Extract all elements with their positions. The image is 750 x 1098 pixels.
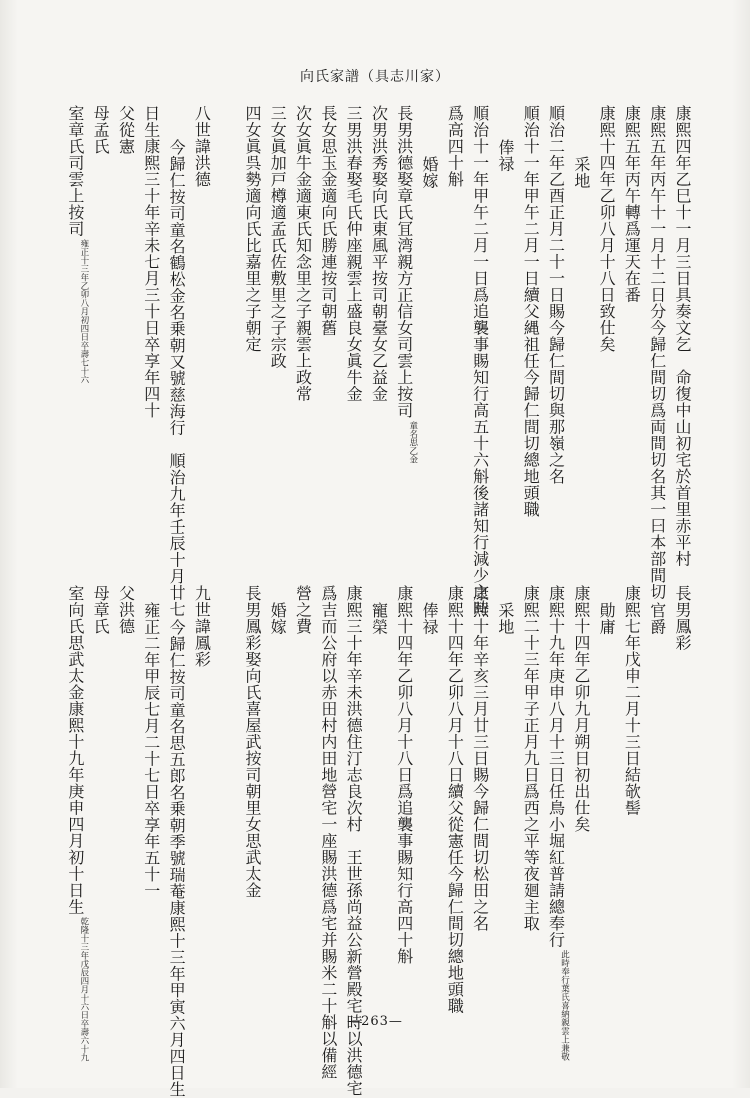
column-text: 康熙十年辛亥三月廿三日賜今歸仁間切松田之名 xyxy=(470,585,490,932)
column-text: 順治十一年甲午二月一日爲追襲事賜知行高五十六斛後諸知行減少之時 xyxy=(470,105,490,617)
interlinear-note: 此時奉行葉氏喜納親雲上兼敬 xyxy=(559,950,570,1061)
column-text: 康熙十四年乙卯八月十八日致仕矣 xyxy=(597,105,617,353)
page-header-title: 向氏家譜（具志川家） xyxy=(300,69,450,85)
lower-text-column xyxy=(189,585,214,668)
upper-text-column xyxy=(417,105,442,189)
column-text: 四女眞呉勢適向氏比嘉里之子朝定 xyxy=(242,105,262,353)
column-text: 九世諱鳳彩 xyxy=(192,585,212,668)
upper-text-column xyxy=(265,105,290,369)
lower-text-column xyxy=(265,585,290,635)
column-text: 室章氏司雲上按司 xyxy=(65,105,85,237)
lower-text-column xyxy=(88,585,113,635)
column-text: 康熙七年戊申二月十三日結欹髻 xyxy=(622,585,642,816)
interlinear-note: 童名思乙金 xyxy=(407,420,418,463)
lower-text-column xyxy=(391,585,416,965)
column-text: 婚嫁 xyxy=(268,602,288,635)
upper-text-column xyxy=(88,105,113,155)
column-text: 采地 xyxy=(571,156,591,189)
upper-text-column xyxy=(341,105,366,402)
column-text: 八世諱洪德 xyxy=(192,105,212,188)
lower-text-column xyxy=(670,585,695,651)
column-text: 長女思玉金適向氏勝連按司朝舊 xyxy=(318,105,338,336)
interlinear-note: 雍正十三年乙卯八月初四日卒壽七十六 xyxy=(78,239,89,384)
lower-text-column xyxy=(63,585,88,1062)
column-text: 康熙五年丙午轉爲運天在番 xyxy=(622,105,642,303)
column-text: 營之費 xyxy=(293,585,313,635)
column-text: 寵榮 xyxy=(369,602,389,635)
upper-text-column xyxy=(316,105,341,336)
column-text: 康熙三十年辛未洪德住汀志良次村 王世孫尚益公新營殿宅時以洪德宅 xyxy=(344,585,364,1097)
upper-text-column xyxy=(189,105,214,188)
column-text: 俸禄 xyxy=(420,602,440,635)
upper-text-column xyxy=(366,105,391,402)
column-text: 三男洪春娶毛氏仲座親雲上盛良女眞牛金 xyxy=(344,105,364,402)
upper-text-column xyxy=(493,105,518,172)
upper-text-column xyxy=(670,105,695,567)
column-text: 雍正二年甲辰七月二十七日卒享年五十一 xyxy=(141,602,161,899)
upper-text-column xyxy=(594,105,619,353)
column-text: 長男鳳彩娶向氏喜屋武按司朝里女思武太金 xyxy=(242,585,262,899)
upper-text-column xyxy=(467,105,492,617)
page-number: —263— xyxy=(347,1014,403,1029)
column-text: 康熙十九年庚申八月十三日任鳥小堀紅普請總奉行 xyxy=(546,585,566,948)
column-text: 長男洪德娶章氏冝湾親方正信女司雲上按司 xyxy=(394,105,414,419)
column-text: 父洪德 xyxy=(116,585,136,635)
upper-text-block xyxy=(63,105,695,618)
column-text: 爲吉而公府以赤田村内田地營宅一座賜洪德爲宅并賜米二十斛以備經 xyxy=(318,585,338,1080)
interlinear-note: 乾隆十三年戊辰四月十六日卒壽六十九 xyxy=(78,917,89,1062)
lower-text-column xyxy=(113,585,138,635)
upper-text-column xyxy=(240,105,265,353)
upper-text-column xyxy=(518,105,543,518)
column-text: 三女眞加戸樽適孟氏佐敷里之子宗政 xyxy=(268,105,288,369)
column-text: 母孟氏 xyxy=(91,105,111,155)
lower-text-column xyxy=(493,585,518,635)
column-text: 室向氏思武太金康熙十九年庚申四月初十日生 xyxy=(65,585,85,915)
lower-text-column xyxy=(316,585,341,1080)
column-text: 爲高四十斛 xyxy=(445,105,465,188)
upper-text-column xyxy=(290,105,315,402)
column-text: 官爵 xyxy=(647,602,667,635)
lower-text-column xyxy=(644,585,669,635)
column-text: 康熙四年乙巳十一月三日具奏文乞 命復中山初宅於首里赤平村 xyxy=(673,105,692,567)
column-text: 俸禄 xyxy=(495,139,515,172)
column-text: 長男鳳彩 xyxy=(673,585,692,651)
upper-text-column xyxy=(164,105,189,618)
lower-text-column xyxy=(442,585,467,1014)
column-text: 日生康熙三十年辛未七月三十日卒享年四十 xyxy=(141,105,161,419)
upper-text-column xyxy=(569,105,594,189)
lower-text-column xyxy=(619,585,644,816)
column-text: 父從憲 xyxy=(116,105,136,155)
lower-text-column xyxy=(138,585,163,899)
column-text: 勛庸 xyxy=(597,602,617,635)
lower-text-column xyxy=(366,585,391,635)
lower-text-column xyxy=(290,585,315,635)
upper-text-column xyxy=(138,105,163,419)
column-text: 康熙十四年乙卯八月十八日續父從憲任今歸仁間切總地頭職 xyxy=(445,585,465,1014)
upper-text-column xyxy=(63,105,88,384)
upper-text-column xyxy=(113,105,138,155)
lower-text-column xyxy=(594,585,619,635)
column-text: 順治十一年甲午二月一日續父縄祖任今歸仁間切總地頭職 xyxy=(521,105,541,518)
lower-text-column xyxy=(240,585,265,899)
column-text: 康熙十四年乙卯八月十八日爲追襲事賜知行高四十斛 xyxy=(394,585,414,965)
column-text: 母章氏 xyxy=(91,585,111,635)
lower-text-column xyxy=(543,585,568,1061)
column-text: 順治二年乙酉正月二十一日賜今歸仁間切與那嶺之名 xyxy=(546,105,566,485)
lower-text-column xyxy=(467,585,492,932)
column-text: 今歸仁按司童名鶴松金名乗朝又號慈海行 順治九年壬辰十月廿七 xyxy=(167,139,187,618)
column-text: 次男洪秀娶向氏東風平按司朝臺女乙益金 xyxy=(369,105,389,402)
column-text: 次女眞牛金適東氏知念里之子親雲上政常 xyxy=(293,105,313,402)
upper-text-column xyxy=(644,105,669,600)
upper-text-column xyxy=(442,105,467,188)
column-text: 婚嫁 xyxy=(420,156,440,189)
column-text: 今歸仁按司童名思五郎名乗朝季號瑞菴康熙十三年甲寅六月四日生 xyxy=(167,619,187,1098)
column-text: 康熙十四年乙卯九月朔日初出仕矣 xyxy=(571,585,591,833)
lower-text-column xyxy=(417,585,442,635)
lower-text-column xyxy=(569,585,594,833)
column-text: 采地 xyxy=(495,602,515,635)
upper-text-column xyxy=(391,105,416,463)
column-text: 康熙五年丙午十一月十二日分今歸仁間切爲両間切名其一曰本部間切 xyxy=(647,105,667,600)
upper-text-column xyxy=(619,105,644,303)
column-text: 康熙二十三年甲子正月九日爲西之平等夜廻主取 xyxy=(521,585,541,932)
lower-text-column xyxy=(518,585,543,932)
upper-text-column xyxy=(543,105,568,485)
